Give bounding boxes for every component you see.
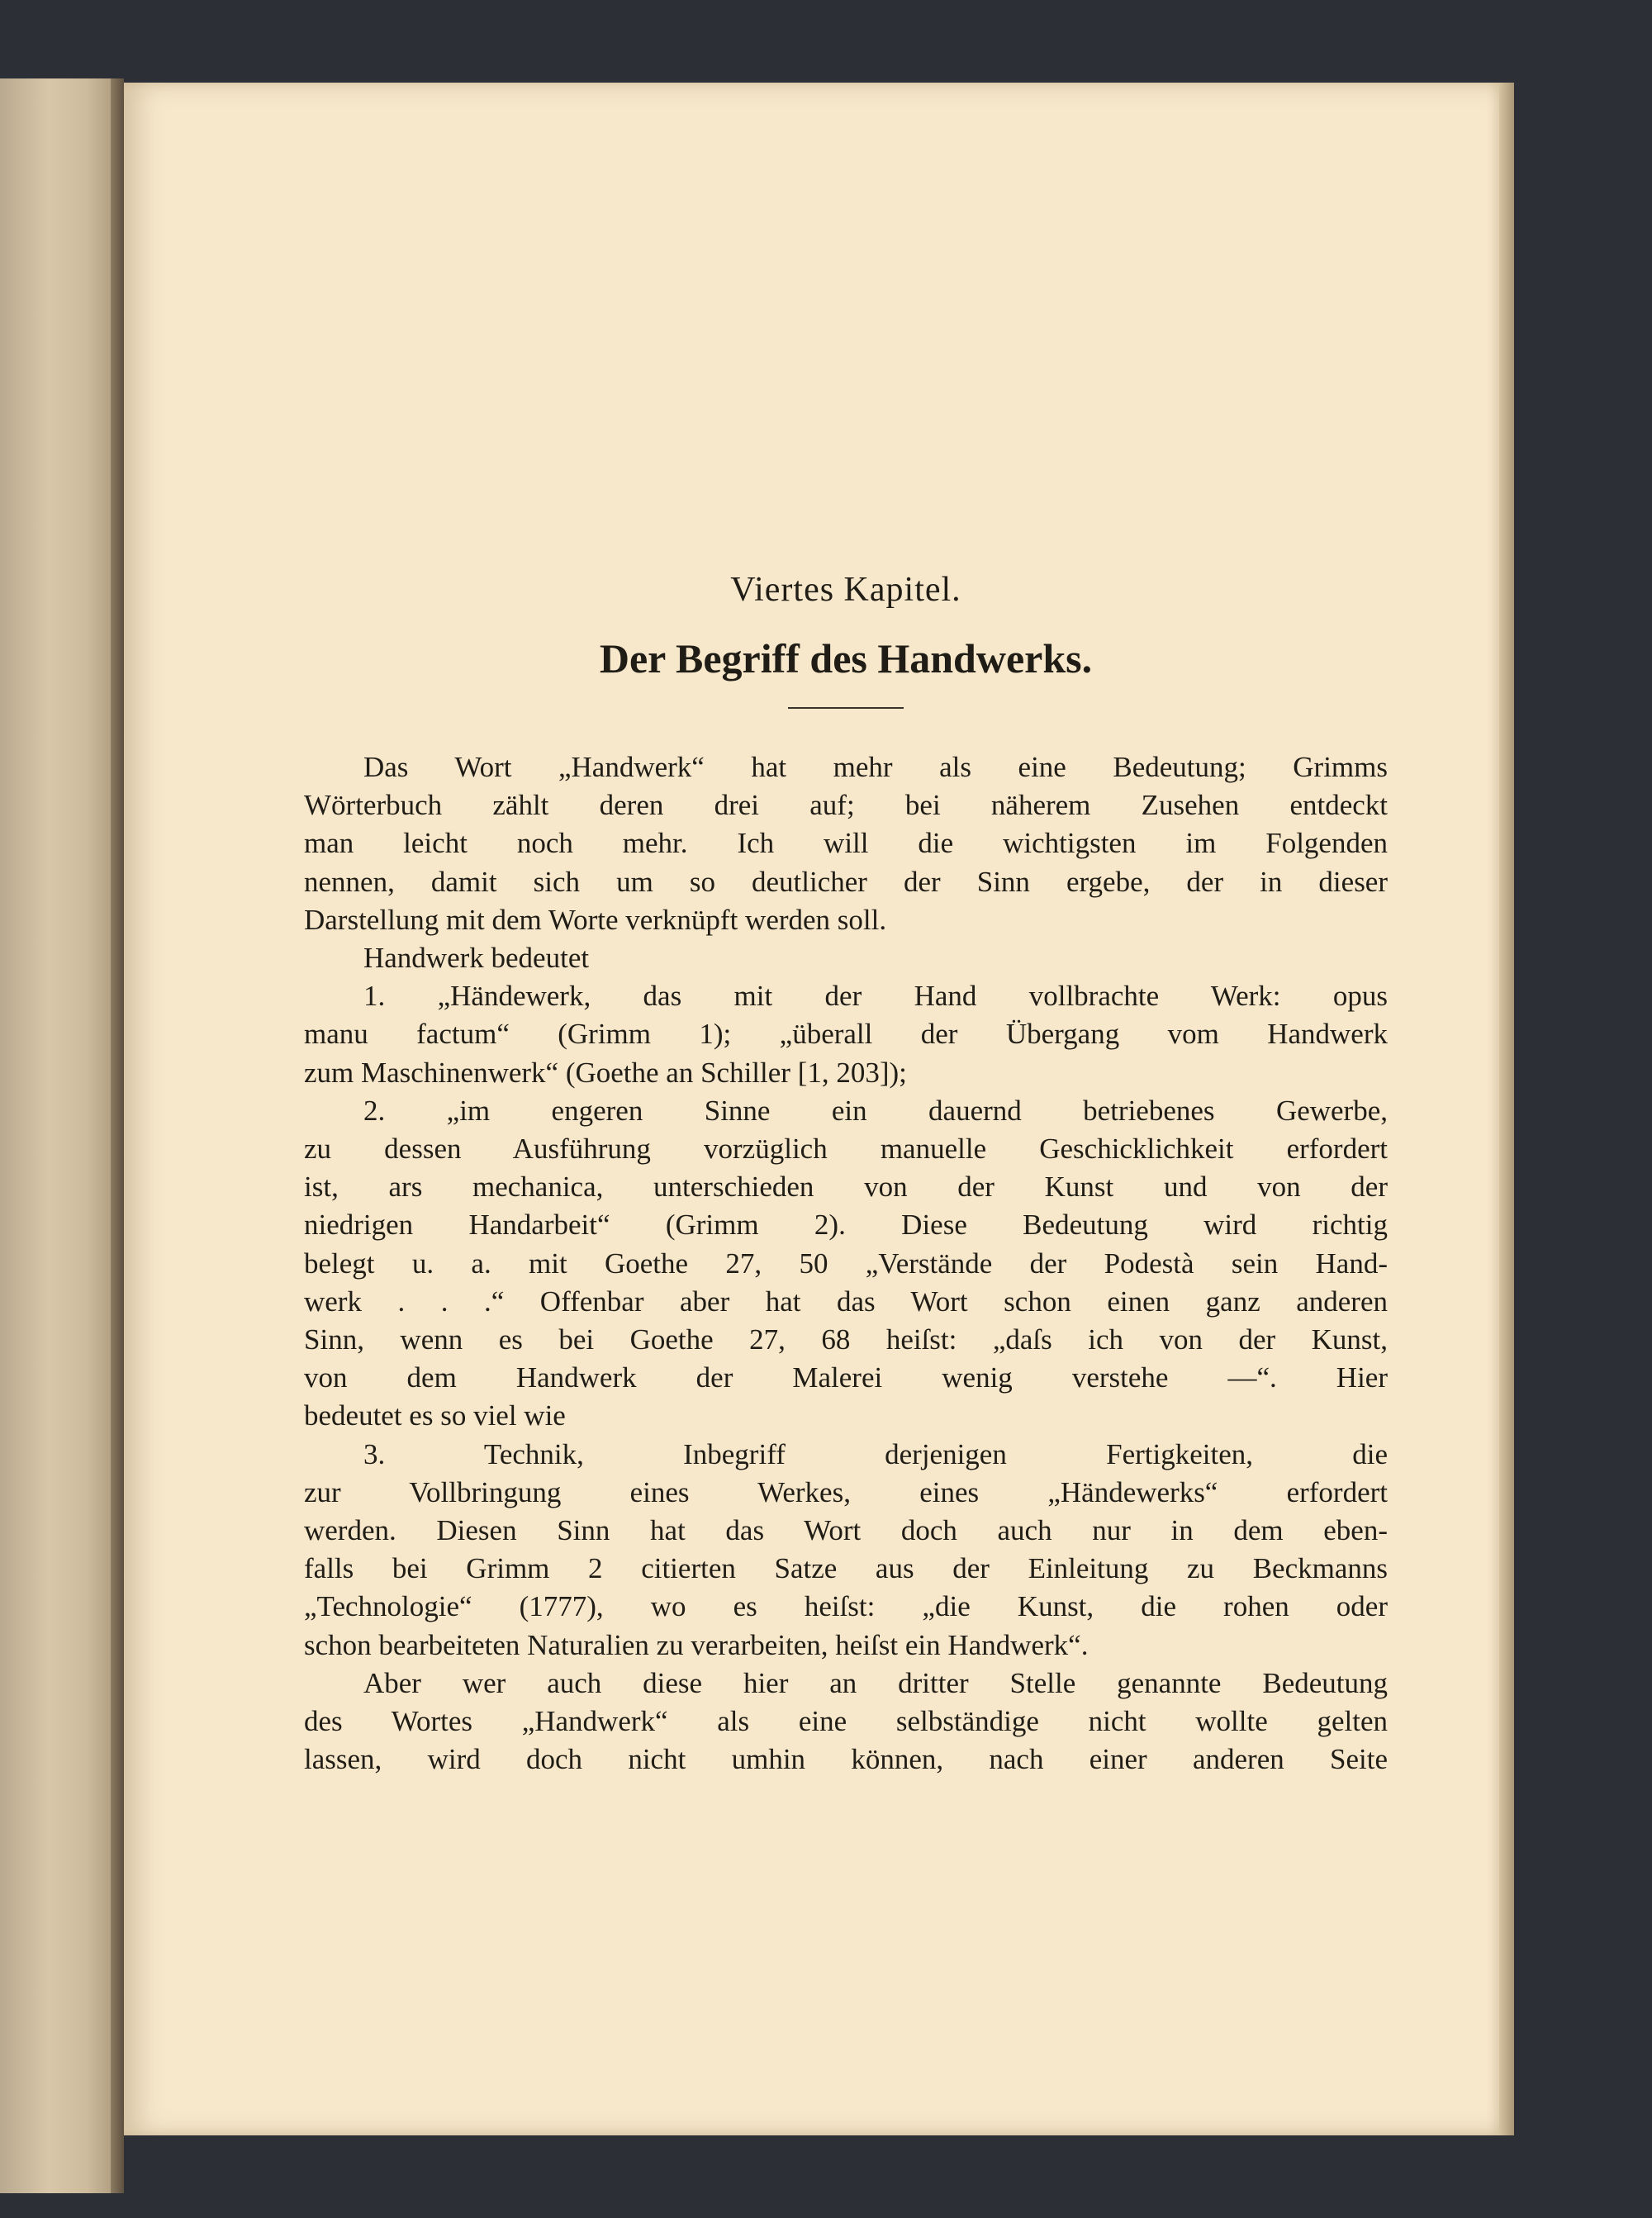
page-text [304, 570, 1388, 1779]
text-line: niedrigen Handarbeit“ (Grimm 2). Diese Bedeutung wird richtig [304, 1209, 1388, 1242]
text-line: werk . . .“ Offenbar aber hat das Wort schon einen ganz anderen [304, 1285, 1388, 1318]
page-edge-shadow [1499, 83, 1514, 2135]
text-line: 3. Technik, Inbegriff derjenigen Fertigkeiten, die [363, 1437, 1388, 1470]
text-line: zur Vollbringung eines Werkes, eines „Händewerks“ erfordert [304, 1475, 1388, 1508]
text-line: „Technologie“ (1777), wo es heiſst: „die Kunst, die rohen oder [304, 1590, 1388, 1623]
chapter-title: Der Begriff des Handwerks. [599, 635, 1093, 682]
text-line: von dem Handwerk der Malerei wenig verstehe —“. Hier [304, 1361, 1388, 1394]
text-line: des Wortes „Handwerk“ als eine selbständige nicht wollte gelten [304, 1705, 1388, 1738]
text-line: Wörterbuch zählt deren drei auf; bei näherem Zusehen entdeckt [304, 789, 1388, 822]
text-line: man leicht noch mehr. Ich will die wichtigsten im Folgenden [304, 827, 1388, 860]
paragraph-5 [304, 1436, 1388, 1665]
text-line: zum Maschinenwerk“ (Goethe an Schiller [1, 203]); [304, 1056, 907, 1089]
text-line: Sinn, wenn es bei Goethe 27, 68 heiſst: „daſs ich von der Kunst, [304, 1323, 1388, 1356]
paragraph-3 [304, 977, 1388, 1092]
text-line: lassen, wird doch nicht umhin können, nach einer anderen Seite [304, 1743, 1388, 1776]
text-line: ist, ars mechanica, unterschieden von der Kunst und von der [304, 1171, 1388, 1204]
paragraph-1 [304, 748, 1388, 939]
book-gutter [111, 78, 124, 2193]
facing-page-edge [0, 78, 124, 2193]
text-line: werden. Diesen Sinn hat das Wort doch auch nur in dem eben- [304, 1514, 1388, 1547]
text-line: falls bei Grimm 2 citierten Satze aus der Einleitung zu Beckmanns [304, 1552, 1388, 1585]
text-line: Das Wort „Handwerk“ hat mehr als eine Bedeutung; Grimms [363, 751, 1388, 783]
text-line: manu factum“ (Grimm 1); „überall der Übergang vom Handwerk [304, 1018, 1388, 1051]
text-line: Handwerk bedeutet [363, 942, 590, 975]
text-line: Darstellung mit dem Worte verknüpft werden soll. [304, 903, 887, 936]
paragraph-4 [304, 1092, 1388, 1436]
text-line: bedeutet es so viel wie [304, 1399, 566, 1432]
text-line: zu dessen Ausführung vorzüglich manuelle Geschicklichkeit erfordert [304, 1133, 1388, 1166]
chapter-label: Viertes Kapitel. [730, 571, 961, 609]
text-line: nennen, damit sich um so deutlicher der Sinn ergebe, der in dieser [304, 865, 1388, 898]
paragraph-2 [304, 939, 1388, 977]
text-line: 2. „im engeren Sinne ein dauernd betriebenes Gewerbe, [363, 1094, 1388, 1127]
paragraph-6 [304, 1665, 1388, 1779]
title-divider [788, 707, 904, 709]
text-line: 1. „Händewerk, das mit der Hand vollbrachte Werk: opus [363, 980, 1388, 1013]
text-line: Aber wer auch diese hier an dritter Stelle genannte Bedeutung [363, 1666, 1388, 1699]
text-line: schon bearbeiteten Naturalien zu verarbeiten, heiſst ein Handwerk“. [304, 1628, 1089, 1661]
text-line: belegt u. a. mit Goethe 27, 50 „Verstände der Podestà sein Hand- [304, 1247, 1388, 1280]
